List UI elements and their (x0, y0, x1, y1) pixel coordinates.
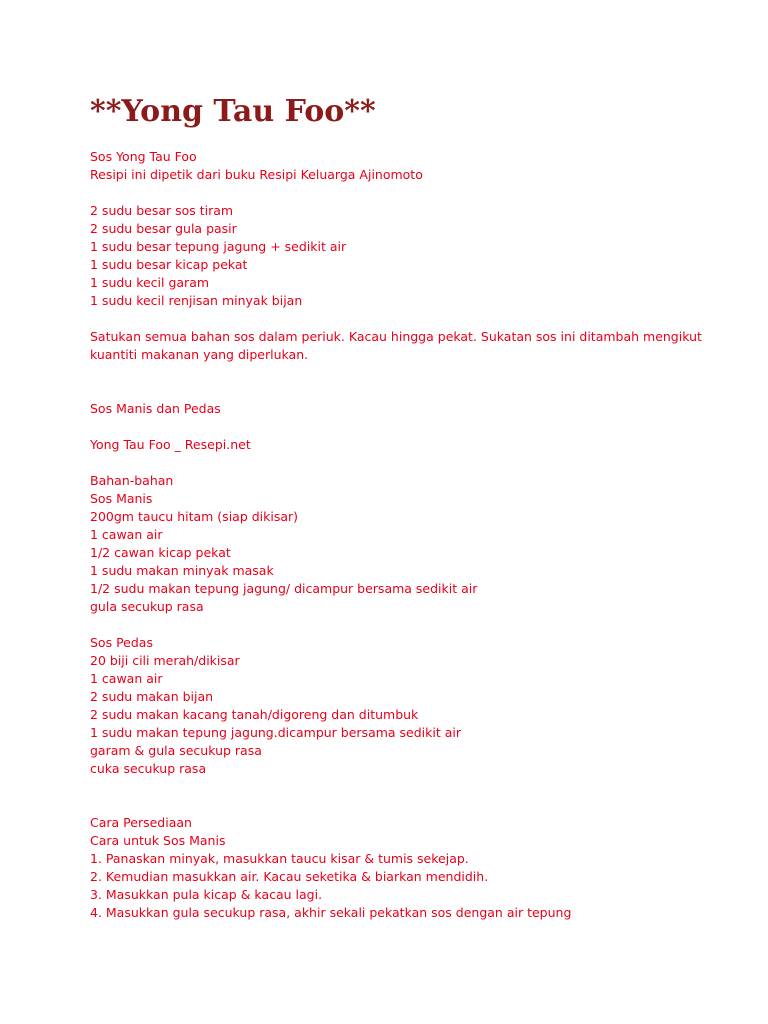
ingredient-line: 1 cawan air (90, 671, 163, 686)
ingredient-line: cuka secukup rasa (90, 761, 207, 776)
section-heading-bahan-bahan: Bahan-bahan (90, 473, 174, 488)
ingredient-line: 1 sudu makan minyak masak (90, 563, 274, 578)
subheading-cara-sos-manis: Cara untuk Sos Manis (90, 833, 226, 848)
ingredient-line: gula secukup rasa (90, 599, 204, 614)
ingredient-line: 1 sudu besar kicap pekat (90, 257, 248, 272)
ingredient-line: 1/2 sudu makan tepung jagung/ dicampur bersama sedikit air (90, 581, 478, 596)
blank-line (90, 364, 730, 382)
recipe-body (90, 148, 730, 922)
section-heading-sos-manis-dan-pedas: Sos Manis dan Pedas (90, 401, 221, 416)
blank-line (90, 382, 730, 400)
ingredient-line: 1 cawan air (90, 527, 163, 542)
section-heading-sos-yong-tau-foo: Sos Yong Tau Foo (90, 149, 197, 164)
subheading-sos-manis: Sos Manis (90, 491, 153, 506)
blank-line (90, 310, 730, 328)
blank-line (90, 616, 730, 634)
step-line: 4. Masukkan gula secukup rasa, akhir sekali pekatkan sos dengan air tepung (90, 905, 572, 920)
step-line: 1. Panaskan minyak, masukkan taucu kisar & tumis sekejap. (90, 851, 469, 866)
blank-line (90, 778, 730, 796)
ingredient-line: 2 sudu besar sos tiram (90, 203, 234, 218)
ingredient-line: 200gm taucu hitam (siap dikisar) (90, 509, 299, 524)
source-note: Resipi ini dipetik dari buku Resipi Keluarga Ajinomoto (90, 167, 423, 182)
instruction-line: kuantiti makanan yang diperlukan. (90, 347, 309, 362)
blank-line (90, 454, 730, 472)
step-line: 2. Kemudian masukkan air. Kacau seketika & biarkan mendidih. (90, 869, 489, 884)
ingredient-line: 1 sudu kecil renjisan minyak bijan (90, 293, 303, 308)
instruction-line: Satukan semua bahan sos dalam periuk. Kacau hingga pekat. Sukatan sos ini ditambah mengikut (90, 329, 702, 344)
ingredient-line: 2 sudu makan bijan (90, 689, 214, 704)
ingredient-line: 20 biji cili merah/dikisar (90, 653, 240, 668)
ingredient-line: 2 sudu besar gula pasir (90, 221, 237, 236)
ingredient-line: 1 sudu makan tepung jagung.dicampur bersama sedikit air (90, 725, 462, 740)
subheading-sos-pedas: Sos Pedas (90, 635, 153, 650)
blank-line (90, 796, 730, 814)
section-heading-cara-persediaan: Cara Persediaan (90, 815, 192, 830)
ingredient-line: 2 sudu makan kacang tanah/digoreng dan ditumbuk (90, 707, 419, 722)
source-reference: Yong Tau Foo _ Resepi.net (90, 437, 251, 452)
blank-line (90, 418, 730, 436)
ingredient-line: garam & gula secukup rasa (90, 743, 262, 758)
ingredient-line: 1 sudu besar tepung jagung + sedikit air (90, 239, 347, 254)
ingredient-line: 1 sudu kecil garam (90, 275, 210, 290)
page-title: **Yong Tau Foo** (90, 94, 376, 129)
step-line: 3. Masukkan pula kicap & kacau lagi. (90, 887, 323, 902)
ingredient-line: 1/2 cawan kicap pekat (90, 545, 231, 560)
blank-line (90, 184, 730, 202)
